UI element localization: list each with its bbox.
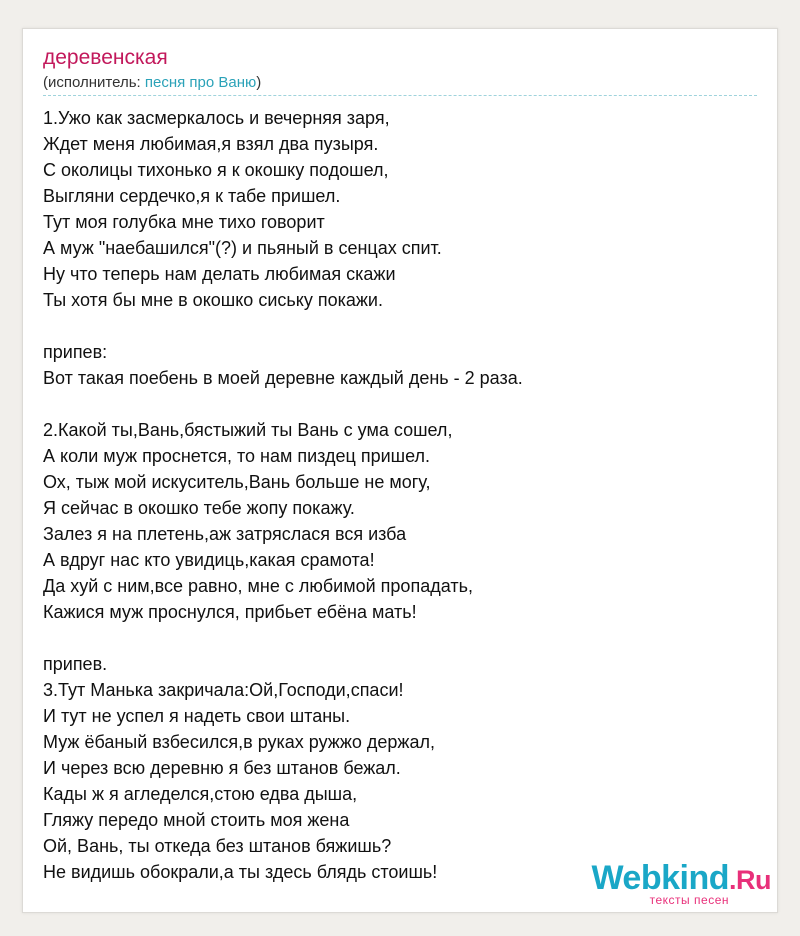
logo-tagline: тексты песен bbox=[649, 893, 729, 907]
stanza-gap bbox=[43, 313, 759, 339]
lyric-line: припев. bbox=[43, 654, 108, 674]
stanza-gap bbox=[43, 625, 759, 651]
artist-prefix: (исполнитель: bbox=[43, 74, 145, 91]
lyric-line: А муж "наебашился"(?) и пьяный в сенцах спит. bbox=[43, 238, 442, 258]
lyric-line: Кады ж я агледелся,стою едва дыша, bbox=[43, 784, 358, 804]
lyrics-card bbox=[22, 28, 778, 913]
lyric-line: Ох, тыж мой искуситель,Вань больше не могу, bbox=[43, 472, 431, 492]
lyric-line: Ждет меня любимая,я взял два пузыря. bbox=[43, 134, 379, 154]
lyric-line: Ты хотя бы мне в окошко сиську покажи. bbox=[43, 290, 383, 310]
lyric-line: А вдруг нас кто увидиць,какая срамота! bbox=[43, 550, 375, 570]
lyric-line: Да хуй с ним,все равно, мне с любимой пропадать, bbox=[43, 576, 473, 596]
lyric-line: Гляжу передо мной стоить моя жена bbox=[43, 810, 350, 830]
lyric-line: Не видишь обокрали,а ты здесь блядь стоишь! bbox=[43, 862, 438, 882]
lyric-line: С околицы тихонько я к окошку подошел, bbox=[43, 160, 389, 180]
lyric-line: И тут не успел я надеть свои штаны. bbox=[43, 706, 351, 726]
lyric-line: Кажися муж проснулся, прибьет ебёна мать! bbox=[43, 602, 417, 622]
logo-tld: .Ru bbox=[729, 865, 771, 895]
logo-brand: Webkind bbox=[591, 859, 729, 897]
lyric-line: Муж ёбаный взбесился,в руках ружжо держал, bbox=[43, 732, 435, 752]
lyric-line: Тут моя голубка мне тихо говорит bbox=[43, 212, 325, 232]
lyric-line: 1.Ужо как засмеркалось и вечерняя заря, bbox=[43, 108, 390, 128]
lyric-line: Вот такая поебень в моей деревне каждый день - 2 раза. bbox=[43, 368, 523, 388]
lyric-line: И через всю деревню я без штанов бежал. bbox=[43, 758, 401, 778]
lyric-line: припев: bbox=[43, 342, 108, 362]
lyric-line: Я сейчас в окошко тебе жопу покажу. bbox=[43, 498, 355, 518]
lyric-line: Ой, Вань, ты откеда без штанов бяжишь? bbox=[43, 836, 392, 856]
song-title: деревенская bbox=[43, 46, 168, 69]
artist-line bbox=[43, 74, 261, 92]
lyric-line: 3.Тут Манька закричала:Ой,Господи,спаси! bbox=[43, 680, 404, 700]
artist-link[interactable]: песня про Ваню bbox=[144, 74, 257, 91]
lyric-line: Выгляни сердечко,я к табе пришел. bbox=[43, 186, 341, 206]
site-logo[interactable] bbox=[591, 860, 771, 906]
title-divider bbox=[43, 95, 757, 96]
lyric-line: 2.Какой ты,Вань,бястыжий ты Вань с ума сошел, bbox=[43, 420, 453, 440]
artist-suffix: ) bbox=[256, 74, 262, 91]
lyrics-body bbox=[43, 105, 759, 885]
lyric-line: А коли муж проснется, то нам пиздец пришел. bbox=[43, 446, 431, 466]
stanza-gap bbox=[43, 391, 759, 417]
lyric-line: Залез я на плетень,аж затряслася вся изба bbox=[43, 524, 407, 544]
lyric-line: Ну что теперь нам делать любимая скажи bbox=[43, 264, 396, 284]
